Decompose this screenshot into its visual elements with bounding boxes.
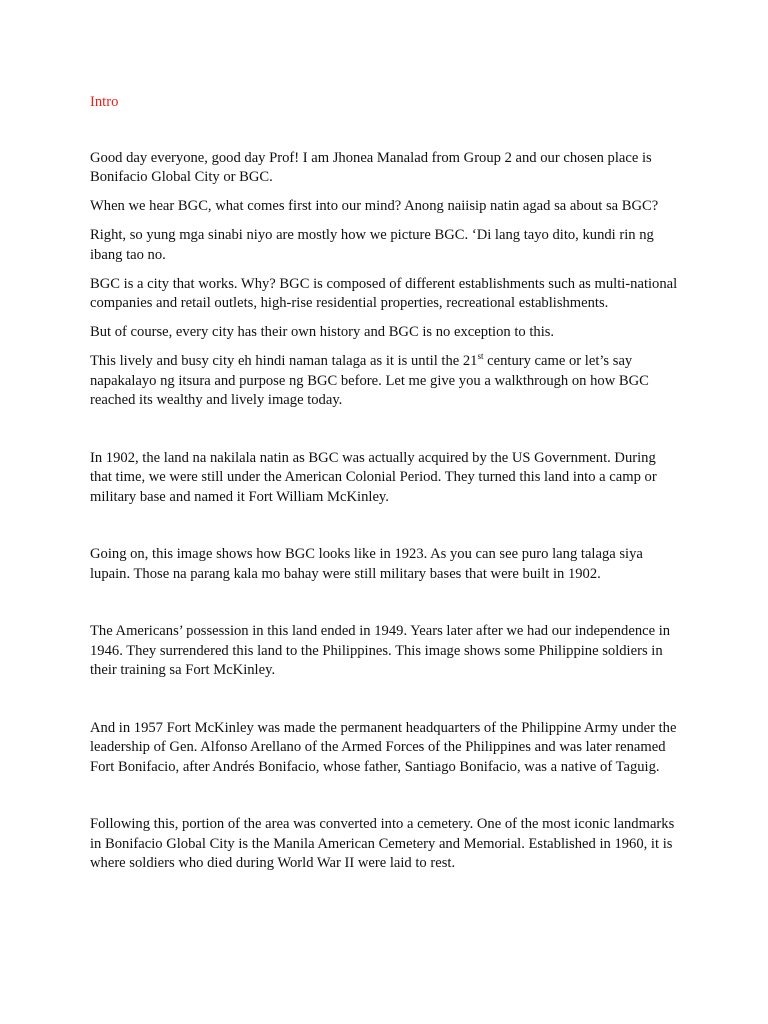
paragraph-cemetery: Following this, portion of the area was converted into a cemetery. One of the most iconic landmarks in Bonifacio Global City is the Manila American Cemetery and Memorial. Established in 1960, it is where soldiers who died during World War II were laid to rest. <box>90 816 675 871</box>
paragraph-1923: Going on, this image shows how BGC looks like in 1923. As you can see puro lang talaga siya lupain. Those na parang kala mo bahay were still military bases that were built in 1902. <box>90 546 643 582</box>
paragraph-walkthrough <box>90 352 680 411</box>
document-body <box>90 93 680 883</box>
paragraph-intro-greeting: Good day everyone, good day Prof! I am Jhonea Manalad from Group 2 and our chosen place is Bonifacio Global City or BGC. <box>90 149 652 185</box>
paragraph-city-works: BGC is a city that works. Why? BGC is composed of different establishments such as multi-national companies and retail outlets, high-rise residential properties, recreational establishments. <box>90 275 678 311</box>
section-heading: Intro <box>90 94 119 110</box>
paragraph-1949: The Americans’ possession in this land ended in 1949. Years later after we had our independence in 1946. They surrendered this land to the Philippines. This image shows some Philippine soldiers in their training sa Fort McKinley. <box>90 623 671 678</box>
paragraph-picture: Right, so yung mga sinabi niyo are mostly how we picture BGC. ‘Di lang tayo dito, kundi rin ng ibang tao no. <box>90 227 654 263</box>
paragraph-question: When we hear BGC, what comes first into our mind? Anong naiisip natin agad sa about sa BGC? <box>90 198 659 214</box>
ordinal-suffix: st <box>477 351 484 362</box>
walkthrough-text-after: century came or let’s say napakalayo ng itsura and purpose ng BGC before. Let me give you a walkthrough on how BGC reached its wealthy and lively image today. <box>90 353 649 408</box>
walkthrough-text-before: This lively and busy city eh hindi naman talaga as it is until the 21 <box>90 353 478 369</box>
paragraph-history: But of course, every city has their own history and BGC is no exception to this. <box>90 324 555 340</box>
paragraph-1902: In 1902, the land na nakilala natin as BGC was actually acquired by the US Government. During that time, we were still under the American Colonial Period. They turned this land into a camp or military base and named it Fort William McKinley. <box>90 449 657 505</box>
paragraph-1957: And in 1957 Fort McKinley was made the permanent headquarters of the Philippine Army under the leadership of Gen. Alfonso Arellano of the Armed Forces of the Philippines and was later renamed Fort Bonifacio, after Andrés Bonifacio, whose father, Santiago Bonifacio, was a native of Taguig. <box>90 719 677 775</box>
